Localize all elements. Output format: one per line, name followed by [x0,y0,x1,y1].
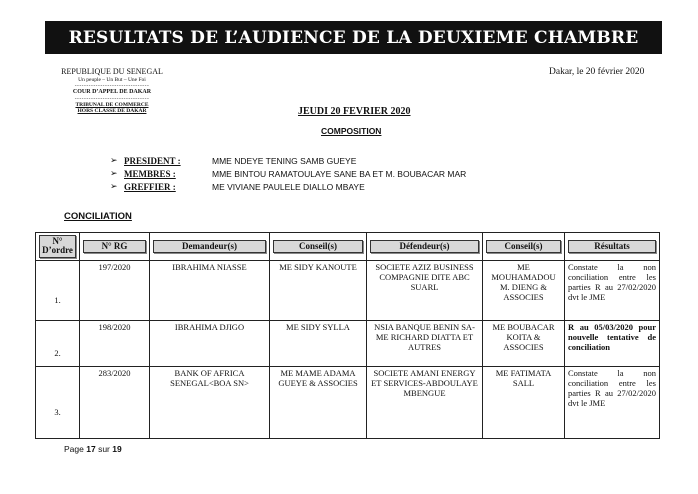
tribunal-name-line2: HORS CLASSE DE DAKAR [77,108,147,115]
resultat-cell: Constate la non conciliation entre les parties R au 27/02/2020 dvt le JME [565,366,660,438]
rg-cell: 198/2020 [80,320,150,366]
table-row [36,260,660,320]
page-banner: RESULTATS DE L’AUDIENCE DE LA DEUXIEME CHAMBRE [45,21,662,54]
conseil-defense-cell: ME MOUHAMADOU M. DIENG & ASSOCIES [483,260,565,320]
defendeur-cell: SOCIETE AMANI ENERGY ET SERVICES-ABDOULAYE MBENGUE [367,366,483,438]
demandeur-cell: IBRAHIMA DJIGO [150,320,270,366]
hearing-day: JEUDI 20 FEVRIER 2020 [298,106,411,117]
table-header-row [36,233,660,261]
arrow-bullet-icon: ➢ [110,168,118,178]
composition-list [110,154,466,193]
resultat-cell: R au 05/03/2020 pour nouvelle tentative de conciliation [565,320,660,366]
header-cell [80,233,150,261]
header-conseil-defense: Conseil(s) [486,240,561,253]
resultat-cell: Constate la non conciliation entre les parties R au 27/02/2020 dvt le JME [565,260,660,320]
header-order: N° D’ordre [39,235,76,258]
role-label: MEMBRES : [124,168,176,179]
document-date: Dakar, le 20 février 2020 [549,67,645,77]
table-row [36,320,660,366]
composition-heading: COMPOSITION [321,126,382,136]
conseil-defense-cell: ME FATIMATA SALL [483,366,565,438]
page-total: 19 [112,444,122,454]
republic-header [58,68,166,114]
role-label: GREFFIER : [124,181,176,192]
conseil-defense-cell: ME BOUBACAR KOITA & ASSOCIES [483,320,565,366]
header-cell [36,233,80,261]
arrow-bullet-icon: ➢ [110,155,118,165]
page-word: Page [64,444,84,454]
header-cell [367,233,483,261]
order-cell: 1. [36,260,80,320]
conseil-cell: ME SIDY KANOUTE [270,260,367,320]
header-rg: N° RG [83,240,146,253]
header-conseil: Conseil(s) [273,240,363,253]
role-greffier [110,180,466,193]
table-row [36,366,660,438]
tribunal-name-line1: TRIBUNAL DE COMMERCE [75,102,149,109]
defendeur-cell: SOCIETE AZIZ BUSINESS COMPAGNIE DITE ABC SUARL [367,260,483,320]
order-cell: 3. [36,366,80,438]
role-value: ME VIVIANE PAULELE DIALLO MBAYE [212,181,365,192]
page-of-word: sur [98,444,110,454]
header-cell [150,233,270,261]
role-value: MME BINTOU RAMATOULAYE SANE BA ET M. BOUBACAR MAR [212,168,467,179]
role-president [110,154,466,167]
republic-name: REPUBLIQUE DU SENEGAL [61,67,163,76]
arrow-bullet-icon: ➢ [110,181,118,191]
order-cell: 2. [36,320,80,366]
defendeur-cell: NSIA BANQUE BENIN SA-ME RICHARD DIATTA ET AUTRES [367,320,483,366]
header-cell [565,233,660,261]
role-label: PRESIDENT : [124,155,181,166]
rg-cell: 197/2020 [80,260,150,320]
conseil-cell: ME SIDY SYLLA [270,320,367,366]
rg-cell: 283/2020 [80,366,150,438]
demandeur-cell: IBRAHIMA NIASSE [150,260,270,320]
republic-motto: Un peuple – Un But – Une Foi [78,76,146,83]
role-value: MME NDEYE TENING SAMB GUEYE [212,155,357,166]
page-footer [64,444,122,454]
header-cell [270,233,367,261]
page-current: 17 [86,444,96,454]
demandeur-cell: BANK OF AFRICA SENEGAL<BOA SN> [150,366,270,438]
conseil-cell: ME MAME ADAMA GUEYE & ASSOCIES [270,366,367,438]
header-resultats: Résultats [568,240,656,253]
header-separator: -------------------------------- [74,83,150,90]
results-table [35,232,660,439]
header-cell [483,233,565,261]
header-separator: -------------------------------- [74,95,150,102]
section-title: CONCILIATION [64,211,132,222]
court-name: COUR D’APPEL DE DAKAR [72,89,152,96]
header-demandeur: Demandeur(s) [153,240,266,253]
header-defendeur: Défendeur(s) [370,240,479,253]
role-membres [110,167,466,180]
